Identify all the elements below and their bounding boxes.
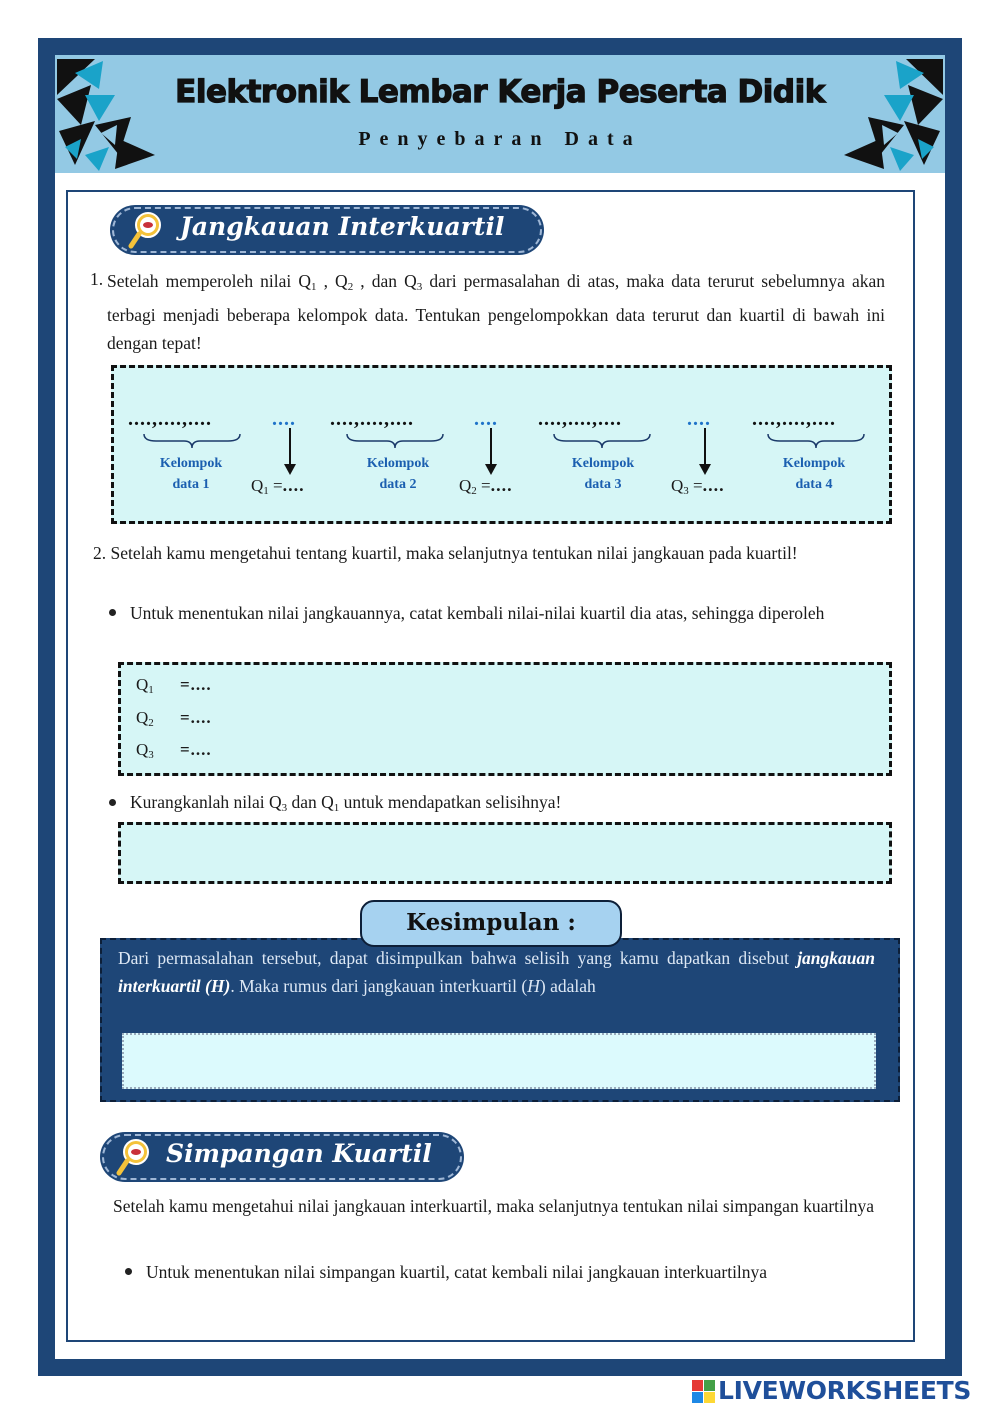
q3-equation[interactable]: $Q_3$ =.... [671,475,725,497]
q2-input-dots[interactable]: .... [474,408,498,430]
group-4-dots[interactable]: ....,....,.... [752,408,836,430]
group-1-dots[interactable]: ....,....,.... [128,408,212,430]
question-number-1: 1. [90,269,104,289]
q1-equation[interactable]: $Q_1$ =.... [251,475,305,497]
q2-value-row[interactable]: $Q_2$ =.... [136,708,212,729]
group-3-dots[interactable]: ....,....,.... [538,408,622,430]
down-arrow-icon [697,428,713,476]
down-arrow-icon [483,428,499,476]
group-1-label: Kelompok data 1 [159,456,223,492]
q3-input-dots[interactable]: .... [687,408,711,430]
worksheet-title: Elektronik Lembar Kerja Peserta Didik [175,74,825,110]
group-2-label: Kelompok data 2 [366,456,430,492]
conclusion-text: Dari permasalahan tersebut, dapat disimpulkan bahwa selisih yang kamu dapatkan disebut jangkauan interkuartil (H). Maka rumus dari jangkauan interkuartil (H) adalah [118,948,875,996]
magnifier-icon [128,209,166,251]
triangle-pattern-right-icon [840,55,945,173]
q1-input-dots[interactable]: .... [272,408,296,430]
liveworksheets-brand[interactable]: LIVEWORKSHEETS [718,1376,972,1405]
question-1-text: Setelah memperoleh nilai $Q_1$ , $Q_2$ , dan $Q_3$ dari permasalahan di atas, maka data terurut sebelumnya akan terbagi menjadi beberapa kelompok data. Tentukan pengelompokkan data terurut dan kuartil di bawah ini dengan tepat! [107,271,886,353]
conclusion-label: Kesimpulan : [360,900,622,947]
q1-value-row[interactable]: $Q_1$ =.... [136,675,212,696]
section-2-intro: Setelah kamu mengetahui nilai jangkauan interkuartil, maka selanjutnya tentukan nilai simpangan kuartilnya [113,1196,875,1216]
magnifier-icon [116,1136,154,1178]
quartile-values-box[interactable] [118,662,892,776]
q2-equation[interactable]: $Q_2$ =.... [459,475,513,497]
q3-value-row[interactable]: $Q_3$ =.... [136,740,212,761]
group-4-label: Kelompok data 4 [782,456,846,492]
section-title-simpangan: Simpangan Kuartil [166,1139,432,1168]
question-2-text: 2. Setelah kamu mengetahui tentang kuartil, maka selanjutnya tentukan nilai jangkauan pada kuartil! [93,543,798,563]
brace-icon [345,432,445,450]
group-3-label: Kelompok data 3 [571,456,635,492]
worksheet-subtitle: Penyebaran Data [358,128,642,150]
brace-icon [766,432,866,450]
bullet-2-text: Kurangkanlah nilai $Q_3$ dan $Q_1$ untuk mendapatkan selisihnya! [130,792,562,814]
bullet-dot [109,799,116,806]
difference-answer-box[interactable] [118,822,892,884]
bullet-dot [125,1268,132,1275]
liveworksheets-logo-icon [692,1376,716,1406]
bullet-1-text: Untuk menentukan nilai jangkauannya, catat kembali nilai-nilai kuartil dia atas, sehingga diperoleh [130,603,825,623]
formula-answer-box[interactable] [122,1033,876,1089]
section-2-bullet: Untuk menentukan nilai simpangan kuartil, catat kembali nilai jangkauan interkuartilnya [146,1262,768,1282]
triangle-pattern-left-icon [55,55,160,173]
header-band [55,55,945,173]
brace-icon [552,432,652,450]
group-2-dots[interactable]: ....,....,.... [330,408,414,430]
brace-icon [142,432,242,450]
section-title-jangkauan: Jangkauan Interkuartil [180,212,505,241]
down-arrow-icon [282,428,298,476]
bullet-dot [109,609,116,616]
